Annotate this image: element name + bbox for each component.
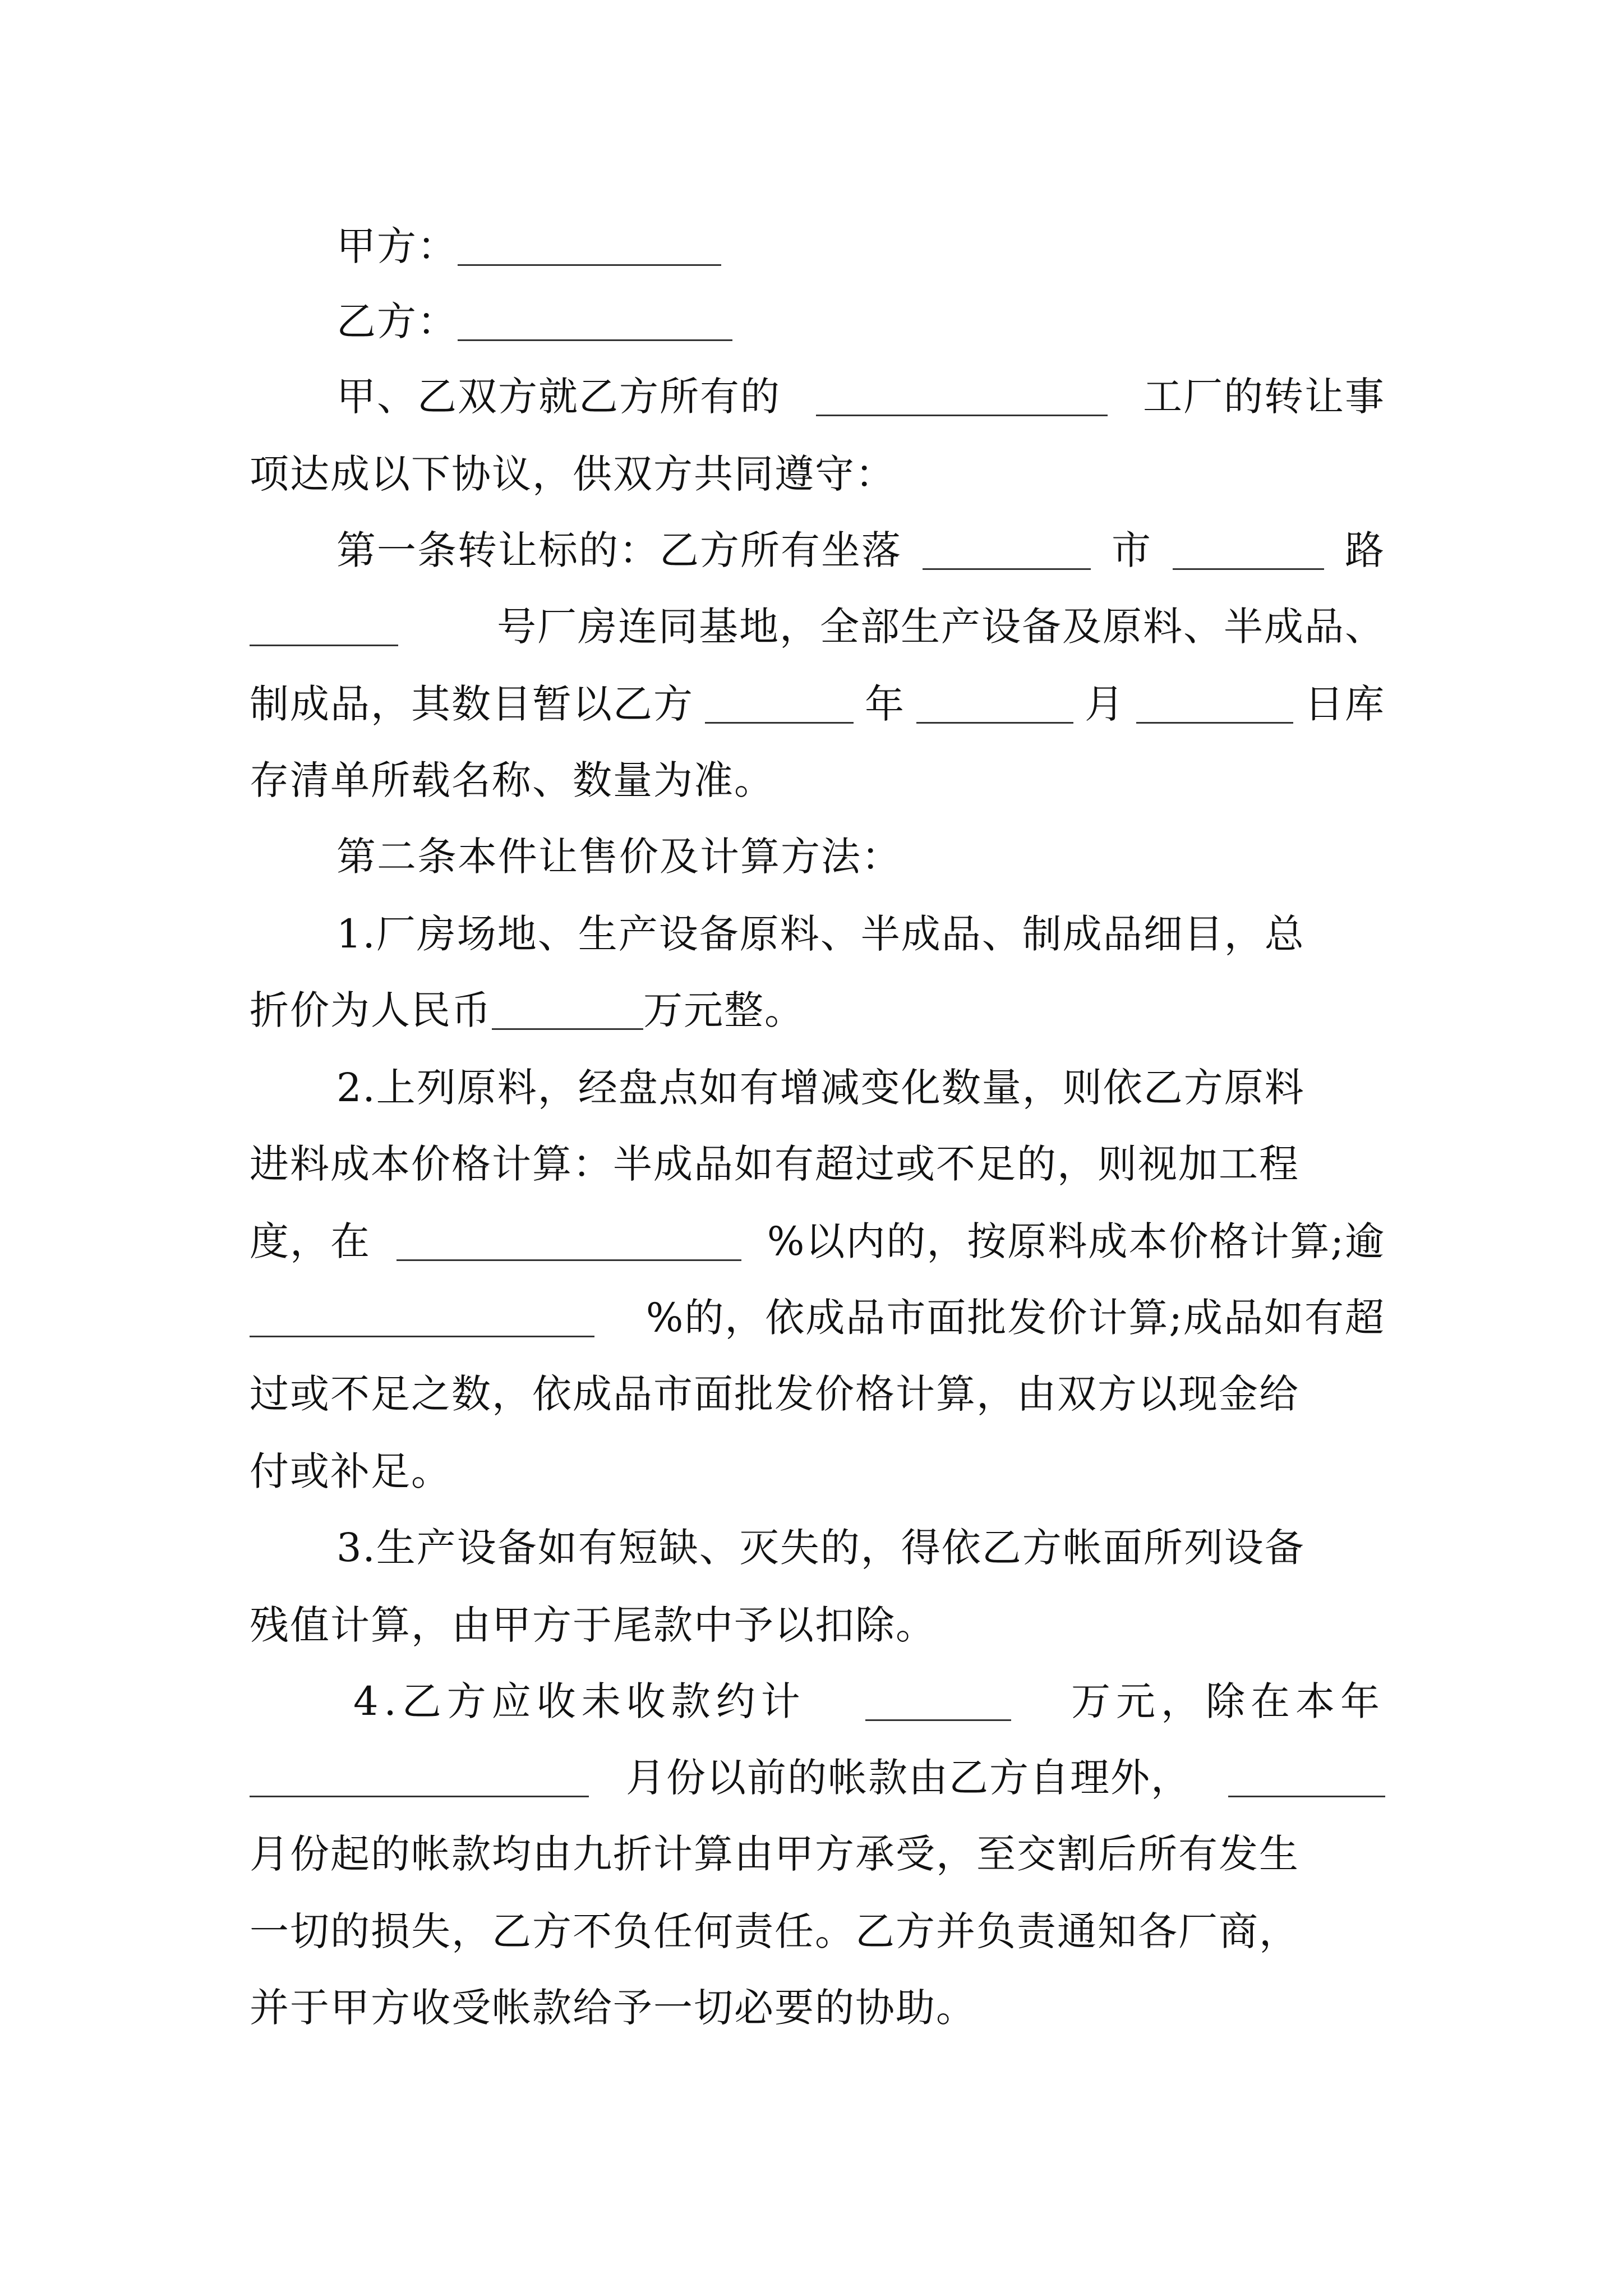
- party-a-label: 甲方：: [336, 223, 458, 269]
- road-label: 路: [1345, 527, 1385, 573]
- item3-line-2: [250, 1602, 936, 1648]
- item4-text-5: 一切的损失，乙方不负任何责任。乙方并负责通知各厂商，: [250, 1908, 1299, 1954]
- party-b-blank: [458, 305, 732, 341]
- item2-line-5: [250, 1371, 1299, 1417]
- month-label: 月: [1085, 681, 1125, 727]
- day-blank: [1136, 687, 1293, 724]
- intro-text-2: 工厂的转让事: [1143, 374, 1385, 420]
- item4-line-4: [250, 1908, 1299, 1954]
- item2-text: 2.上列原料，经盘点如有增减变化数量，则依乙方原料: [336, 1065, 1305, 1111]
- receivable-blank: [865, 1685, 1011, 1721]
- article1-line-4: [250, 757, 774, 803]
- percent-exceed-blank: [250, 1301, 594, 1337]
- year-label: 年: [865, 681, 905, 727]
- item2-text-2: 进料成本价格计算：半成品如有超过或不足的，则视加工程: [250, 1141, 1299, 1187]
- item3-text: 3.生产设备如有短缺、灭失的，得依乙方帐面所列设备: [336, 1525, 1305, 1571]
- item4-text-3: 月份以前的帐款由乙方自理外，: [626, 1755, 1191, 1801]
- item4-text: 4.乙方应收未收款约计: [353, 1678, 806, 1724]
- article1-text-2: 号厂房连同基地，全部生产设备及原料、半成品、: [497, 604, 1385, 650]
- item2-text-4: %以内的，按原料成本价格计算;逾: [767, 1218, 1385, 1264]
- item2-text-6: 过或不足之数，依成品市面批发价格计算，由双方以现金给: [250, 1371, 1299, 1417]
- intro-line-1: [336, 374, 1385, 420]
- item1-text-2: 折价为人民币: [250, 987, 492, 1033]
- item2-line-1: [336, 1065, 1305, 1111]
- month-before-blank: [250, 1761, 589, 1797]
- road-blank: [1173, 533, 1324, 570]
- item2-text-5: %的，依成品市面批发价计算;成品如有超: [645, 1295, 1385, 1341]
- article2-title-text: 第二条本件让售价及计算方法：: [336, 834, 902, 880]
- article1-line-2: [250, 604, 1385, 650]
- article2-title: [336, 834, 902, 880]
- article1-text: 第一条转让标的：乙方所有坐落: [336, 527, 902, 573]
- item4-line-2: [250, 1755, 1385, 1801]
- item4-text-4: 月份起的帐款均由九折计算由甲方承受，至交割后所有发生: [250, 1831, 1299, 1877]
- intro-text-3: 项达成以下协议，供双方共同遵守：: [250, 451, 896, 497]
- item2-text-7: 付或补足。: [250, 1448, 451, 1494]
- item1-line-1: [336, 911, 1385, 957]
- item1-text: 1.厂房场地、生产设备原料、半成品、制成品细目，总: [336, 911, 1305, 957]
- month-blank: [916, 687, 1073, 724]
- item4-line-3: [250, 1831, 1299, 1877]
- item4-line-1: [353, 1678, 1385, 1724]
- intro-line-2: [250, 451, 896, 497]
- item2-line-2: [250, 1141, 1299, 1187]
- item4-text-6: 并于甲方收受帐款给予一切必要的协助。: [250, 1985, 976, 2031]
- article1-line-1: [336, 527, 1385, 573]
- item4-line-5: [250, 1985, 976, 2031]
- number-blank: [250, 610, 398, 646]
- price-blank: [492, 993, 643, 1030]
- item2-line-3: [250, 1218, 1385, 1264]
- item2-line-4: [250, 1295, 1385, 1341]
- item3-line-1: [336, 1525, 1305, 1571]
- city-label: 市: [1112, 527, 1152, 573]
- percent-within-blank: [396, 1225, 741, 1261]
- party-b-line: [336, 298, 732, 344]
- intro-text: 甲、乙双方就乙方所有的: [336, 374, 781, 420]
- city-blank: [923, 533, 1091, 570]
- article1-text-3: 制成品，其数目暂以乙方: [250, 681, 694, 727]
- party-b-label: 乙方：: [336, 298, 458, 344]
- item1-line-2: [250, 987, 805, 1033]
- party-a-blank: [458, 229, 721, 266]
- item2-text-3: 度，在: [250, 1218, 371, 1264]
- month-from-blank: [1228, 1761, 1385, 1797]
- article1-line-3: [250, 681, 1385, 727]
- factory-name-blank: [816, 380, 1108, 416]
- item2-line-6: [250, 1448, 451, 1494]
- item1-text-3: 万元整。: [643, 987, 805, 1033]
- day-label: 日库: [1304, 681, 1385, 727]
- party-a-line: [336, 223, 721, 269]
- item4-text-2: 万元，除在本年: [1071, 1678, 1385, 1724]
- article1-text-4: 存清单所载名称、数量为准。: [250, 757, 774, 803]
- item3-text-2: 残值计算，由甲方于尾款中予以扣除。: [250, 1602, 936, 1648]
- year-blank: [705, 687, 854, 724]
